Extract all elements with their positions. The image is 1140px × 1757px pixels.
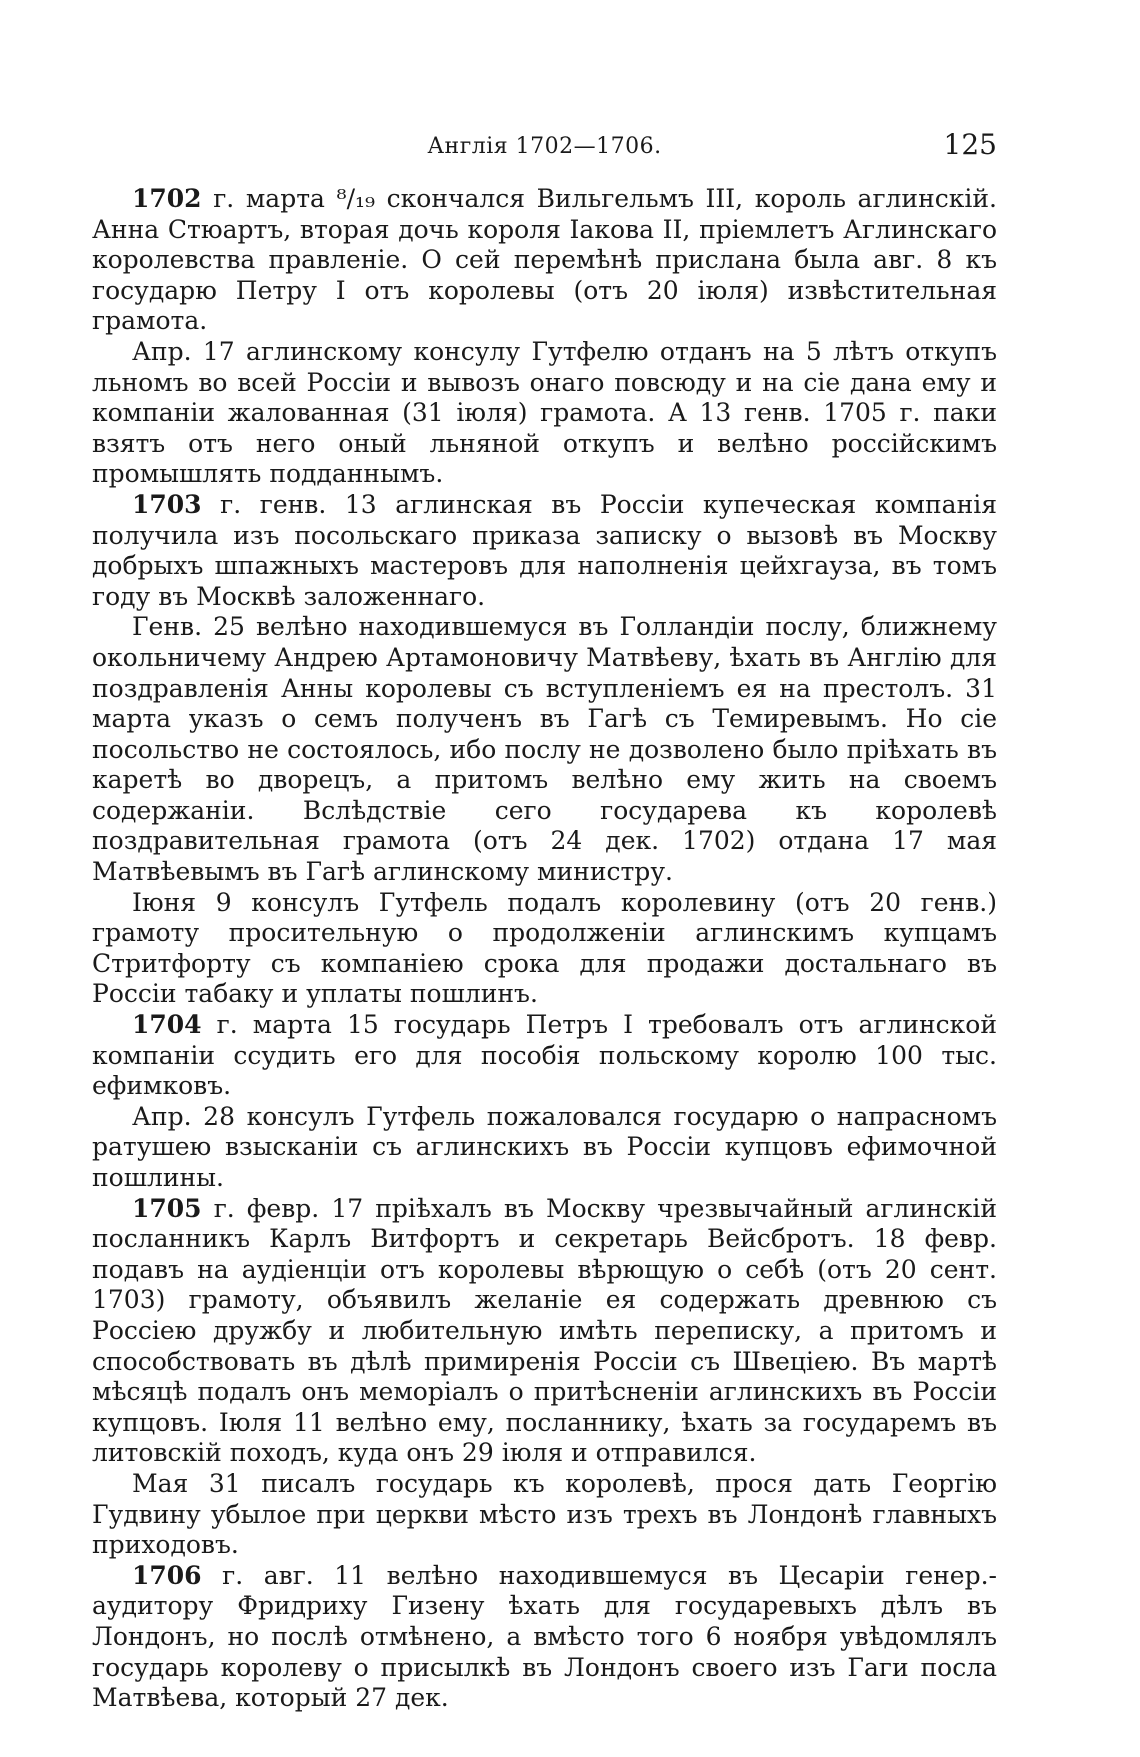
paragraph [92, 184, 997, 337]
year-marker: 1704 [132, 1010, 202, 1040]
paragraph [92, 1469, 997, 1561]
paragraph-text: Апр. 28 консулъ Гутфель пожаловался государю о напрасномъ ратушею взысканіи съ аглинскихъ въ Россіи купцовъ ефимочной пошлины. [92, 1101, 997, 1192]
paragraph-text: г. марта ⁸/₁₉ скончался Вильгельмъ III, король аглинскій. Анна Стюартъ, вторая дочь короля Іакова II, пріемлетъ Аглинскаго королевства правленіе. О сей перемѣнѣ прислана была авг. 8 къ государю Петру I отъ королевы (отъ 20 іюля) извѣстительная грамота. [92, 184, 997, 336]
paragraph-text: г. генв. 13 аглинская въ Россіи купеческая компанія получила изъ посольскаго приказа записку о вызовѣ въ Москву добрыхъ шпажныхъ мастеровъ для наполненія цейхгауза, въ томъ году въ Москвѣ заложеннаго. [92, 489, 997, 611]
year-marker: 1705 [132, 1193, 202, 1223]
paragraph-text: г. марта 15 государь Петръ I требовалъ отъ аглинской компаніи ссудить его для пособія польскому королю 100 тыс. ефимковъ. [92, 1010, 997, 1101]
paragraph-text: Мая 31 писалъ государь къ королевѣ, прося дать Георгію Гудвину убылое при церкви мѣсто изъ трехъ въ Лондонѣ главныхъ приходовъ. [92, 1468, 997, 1560]
year-marker: 1703 [132, 489, 202, 519]
paragraph-text: Апр. 17 аглинскому консулу Гутфелю отданъ на 5 лѣтъ откупъ льномъ во всей Россіи и вывозъ онаго повсюду и на сіе дана ему и компаніи жалованная (31 іюля) грамота. А 13 генв. 1705 г. паки взятъ отъ него оный льняной откупъ и велѣно россійскимъ промышлять подданнымъ. [92, 336, 997, 489]
paragraph-text: г. февр. 17 пріѣхалъ въ Москву чрезвычайный аглинскій посланникъ Карлъ Витфортъ и секретарь Вейсбротъ. 18 февр. подавъ на аудіенціи отъ королевы вѣрющую о себѣ (отъ 20 сент. 1703) грамоту, объявилъ желаніе ея содержать древнюю съ Россіею дружбу и любительную имѣть переписку, а притомъ и способствовать въ дѣлѣ примиренія Россіи съ Швеціею. Въ мартѣ мѣсяцѣ подалъ онъ меморіалъ о притѣсненіи аглинскихъ въ Россіи купцовъ. Іюля 11 велѣно ему, посланнику, ѣхать за государемъ въ литовскій походъ, куда онъ 29 іюля и отправился. [92, 1193, 997, 1468]
paragraph-text: г. авг. 11 велѣно находившемуся въ Цесаріи генер.-аудитору Фридриху Гизену ѣхать для государевыхъ дѣлъ въ Лондонъ, но послѣ отмѣнено, а вмѣсто того 6 ноября увѣдомлялъ государь королеву о присылкѣ въ Лондонъ своего изъ Гаги посла Матвѣева, который 27 дек. [92, 1560, 997, 1713]
paragraph [92, 1010, 997, 1102]
book-page [92, 128, 997, 1714]
running-header [92, 128, 997, 184]
paragraph [92, 1561, 997, 1714]
running-title: Англія 1702—1706. [427, 134, 662, 159]
year-marker: 1706 [132, 1560, 202, 1590]
paragraph [92, 612, 997, 887]
paragraph [92, 490, 997, 612]
page-number: 125 [943, 128, 997, 161]
paragraph [92, 1102, 997, 1194]
paragraph [92, 888, 997, 1010]
year-marker: 1702 [132, 184, 202, 213]
paragraph-text: Генв. 25 велѣно находившемуся въ Голландіи послу, ближнему окольничему Андрею Артамоновичу Матвѣеву, ѣхать въ Англію для поздравленія Анны королевы съ вступленіемъ ея на престолъ. 31 марта указъ о семъ полученъ въ Гагѣ съ Темиревымъ. Но сіе посольство не состоялось, ибо послу не дозволено было пріѣхать въ каретѣ во дворецъ, а притомъ велѣно ему жить на своемъ содержаніи. Вслѣдствіе сего государева къ королевѣ поздравительная грамота (отъ 24 дек. 1702) отдана 17 мая Матвѣевымъ въ Гагѣ аглинскому министру. [92, 612, 997, 887]
paragraph [92, 1194, 997, 1469]
body-text [92, 184, 997, 1714]
paragraph-text: Іюня 9 консулъ Гутфель подалъ королевину (отъ 20 генв.) грамоту просительную о продолженіи аглинскимъ купцамъ Стритфорту съ компаніею срока для продажи достальнаго въ Россіи табаку и уплаты пошлинъ. [92, 887, 997, 1009]
paragraph [92, 337, 997, 490]
